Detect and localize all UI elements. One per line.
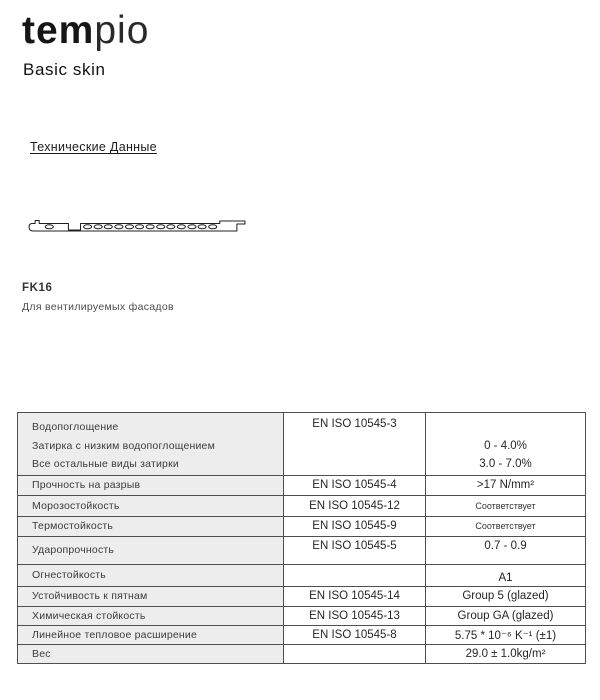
brand-logo-bold: tem: [22, 9, 95, 52]
value-cell: [426, 644, 586, 663]
property-cell: [18, 606, 284, 625]
table-row: [18, 564, 586, 586]
standard-cell: EN ISO 10545-3: [284, 413, 426, 476]
property-cell: [18, 495, 284, 516]
brand-subtitle: Basic skin: [23, 60, 106, 79]
property-cell: [18, 536, 284, 564]
standard-cell: [284, 644, 426, 663]
value-text: [428, 418, 583, 437]
table-row: [18, 475, 586, 495]
property-label: Все остальные виды затирки: [32, 458, 179, 470]
table-row: [18, 644, 586, 663]
property-cell: [18, 516, 284, 536]
table-row: [18, 586, 586, 606]
value-text: 0.7 - 0.9: [484, 539, 527, 552]
property-cell: [18, 475, 284, 495]
property-label: Ударопрочность: [32, 544, 115, 556]
table-row: [18, 536, 586, 564]
value-text: >17 N/mm²: [476, 479, 535, 491]
property-cell: [18, 644, 284, 663]
property-label: Огнестойкость: [32, 569, 106, 581]
property-label: Термостойкость: [32, 520, 114, 532]
brand-logo: [22, 8, 149, 54]
standard-cell: EN ISO 10545-5: [284, 536, 426, 564]
value-cell: [426, 475, 586, 495]
property-label: Линейное тепловое расширение: [32, 628, 198, 641]
standard-cell: EN ISO 10545-8: [284, 625, 426, 644]
spec-table: [17, 412, 586, 664]
standard-cell: EN ISO 10545-14: [284, 586, 426, 606]
panel-profile-cross-section-icon: [20, 215, 250, 239]
table-row: [18, 516, 586, 536]
section-heading: Технические Данные: [30, 140, 157, 154]
property-label: Водопоглощение: [32, 421, 119, 433]
value-text: 29.0 ± 1.0kg/m²: [465, 647, 546, 660]
table-row: [18, 625, 586, 644]
standard-cell: [284, 564, 426, 586]
value-cell: [426, 495, 586, 516]
value-cell: [426, 564, 586, 586]
standard-cell: EN ISO 10545-12: [284, 495, 426, 516]
value-cell: [426, 413, 586, 476]
property-cell: [18, 413, 284, 476]
standard-cell: EN ISO 10545-9: [284, 516, 426, 536]
standard-cell: EN ISO 10545-4: [284, 475, 426, 495]
property-label: Морозостойкость: [32, 499, 120, 512]
value-text: 0 - 4.0%: [484, 439, 527, 452]
standard-cell: EN ISO 10545-13: [284, 606, 426, 625]
value-text: Соответствует: [475, 521, 536, 531]
property-label: Вес: [32, 647, 51, 660]
product-description: Для вентилируемых фасадов: [22, 301, 174, 313]
value-cell: [426, 516, 586, 536]
property-cell: [18, 625, 284, 644]
property-cell: [18, 586, 284, 606]
product-code: FK16: [22, 282, 53, 294]
panel-profile-drawing: [20, 215, 250, 239]
value-text: Group 5 (glazed): [462, 590, 549, 602]
value-cell: [426, 625, 586, 644]
property-label: Устойчивость к пятнам: [32, 590, 148, 602]
property-label: Химическая стойкость: [32, 609, 146, 622]
property-label: Прочность на разрыв: [32, 479, 141, 491]
value-text: Group GA (glazed): [457, 609, 554, 622]
value-text: 3.0 - 7.0%: [479, 458, 532, 470]
table-row: [18, 495, 586, 516]
property-cell: [18, 564, 284, 586]
value-cell: [426, 586, 586, 606]
property-label: Затирка с низким водопоглощением: [32, 439, 216, 452]
value-text: Соответствует: [475, 500, 536, 511]
value-text: 5.75 * 10⁻⁶ K⁻¹ (±1): [454, 629, 557, 642]
table-row: [18, 606, 586, 625]
value-cell: [426, 536, 586, 564]
value-cell: [426, 606, 586, 625]
brand-logo-light: pio: [94, 9, 150, 52]
spec-table-body: [18, 413, 586, 664]
table-row: [18, 413, 586, 476]
value-text: A1: [498, 571, 513, 584]
